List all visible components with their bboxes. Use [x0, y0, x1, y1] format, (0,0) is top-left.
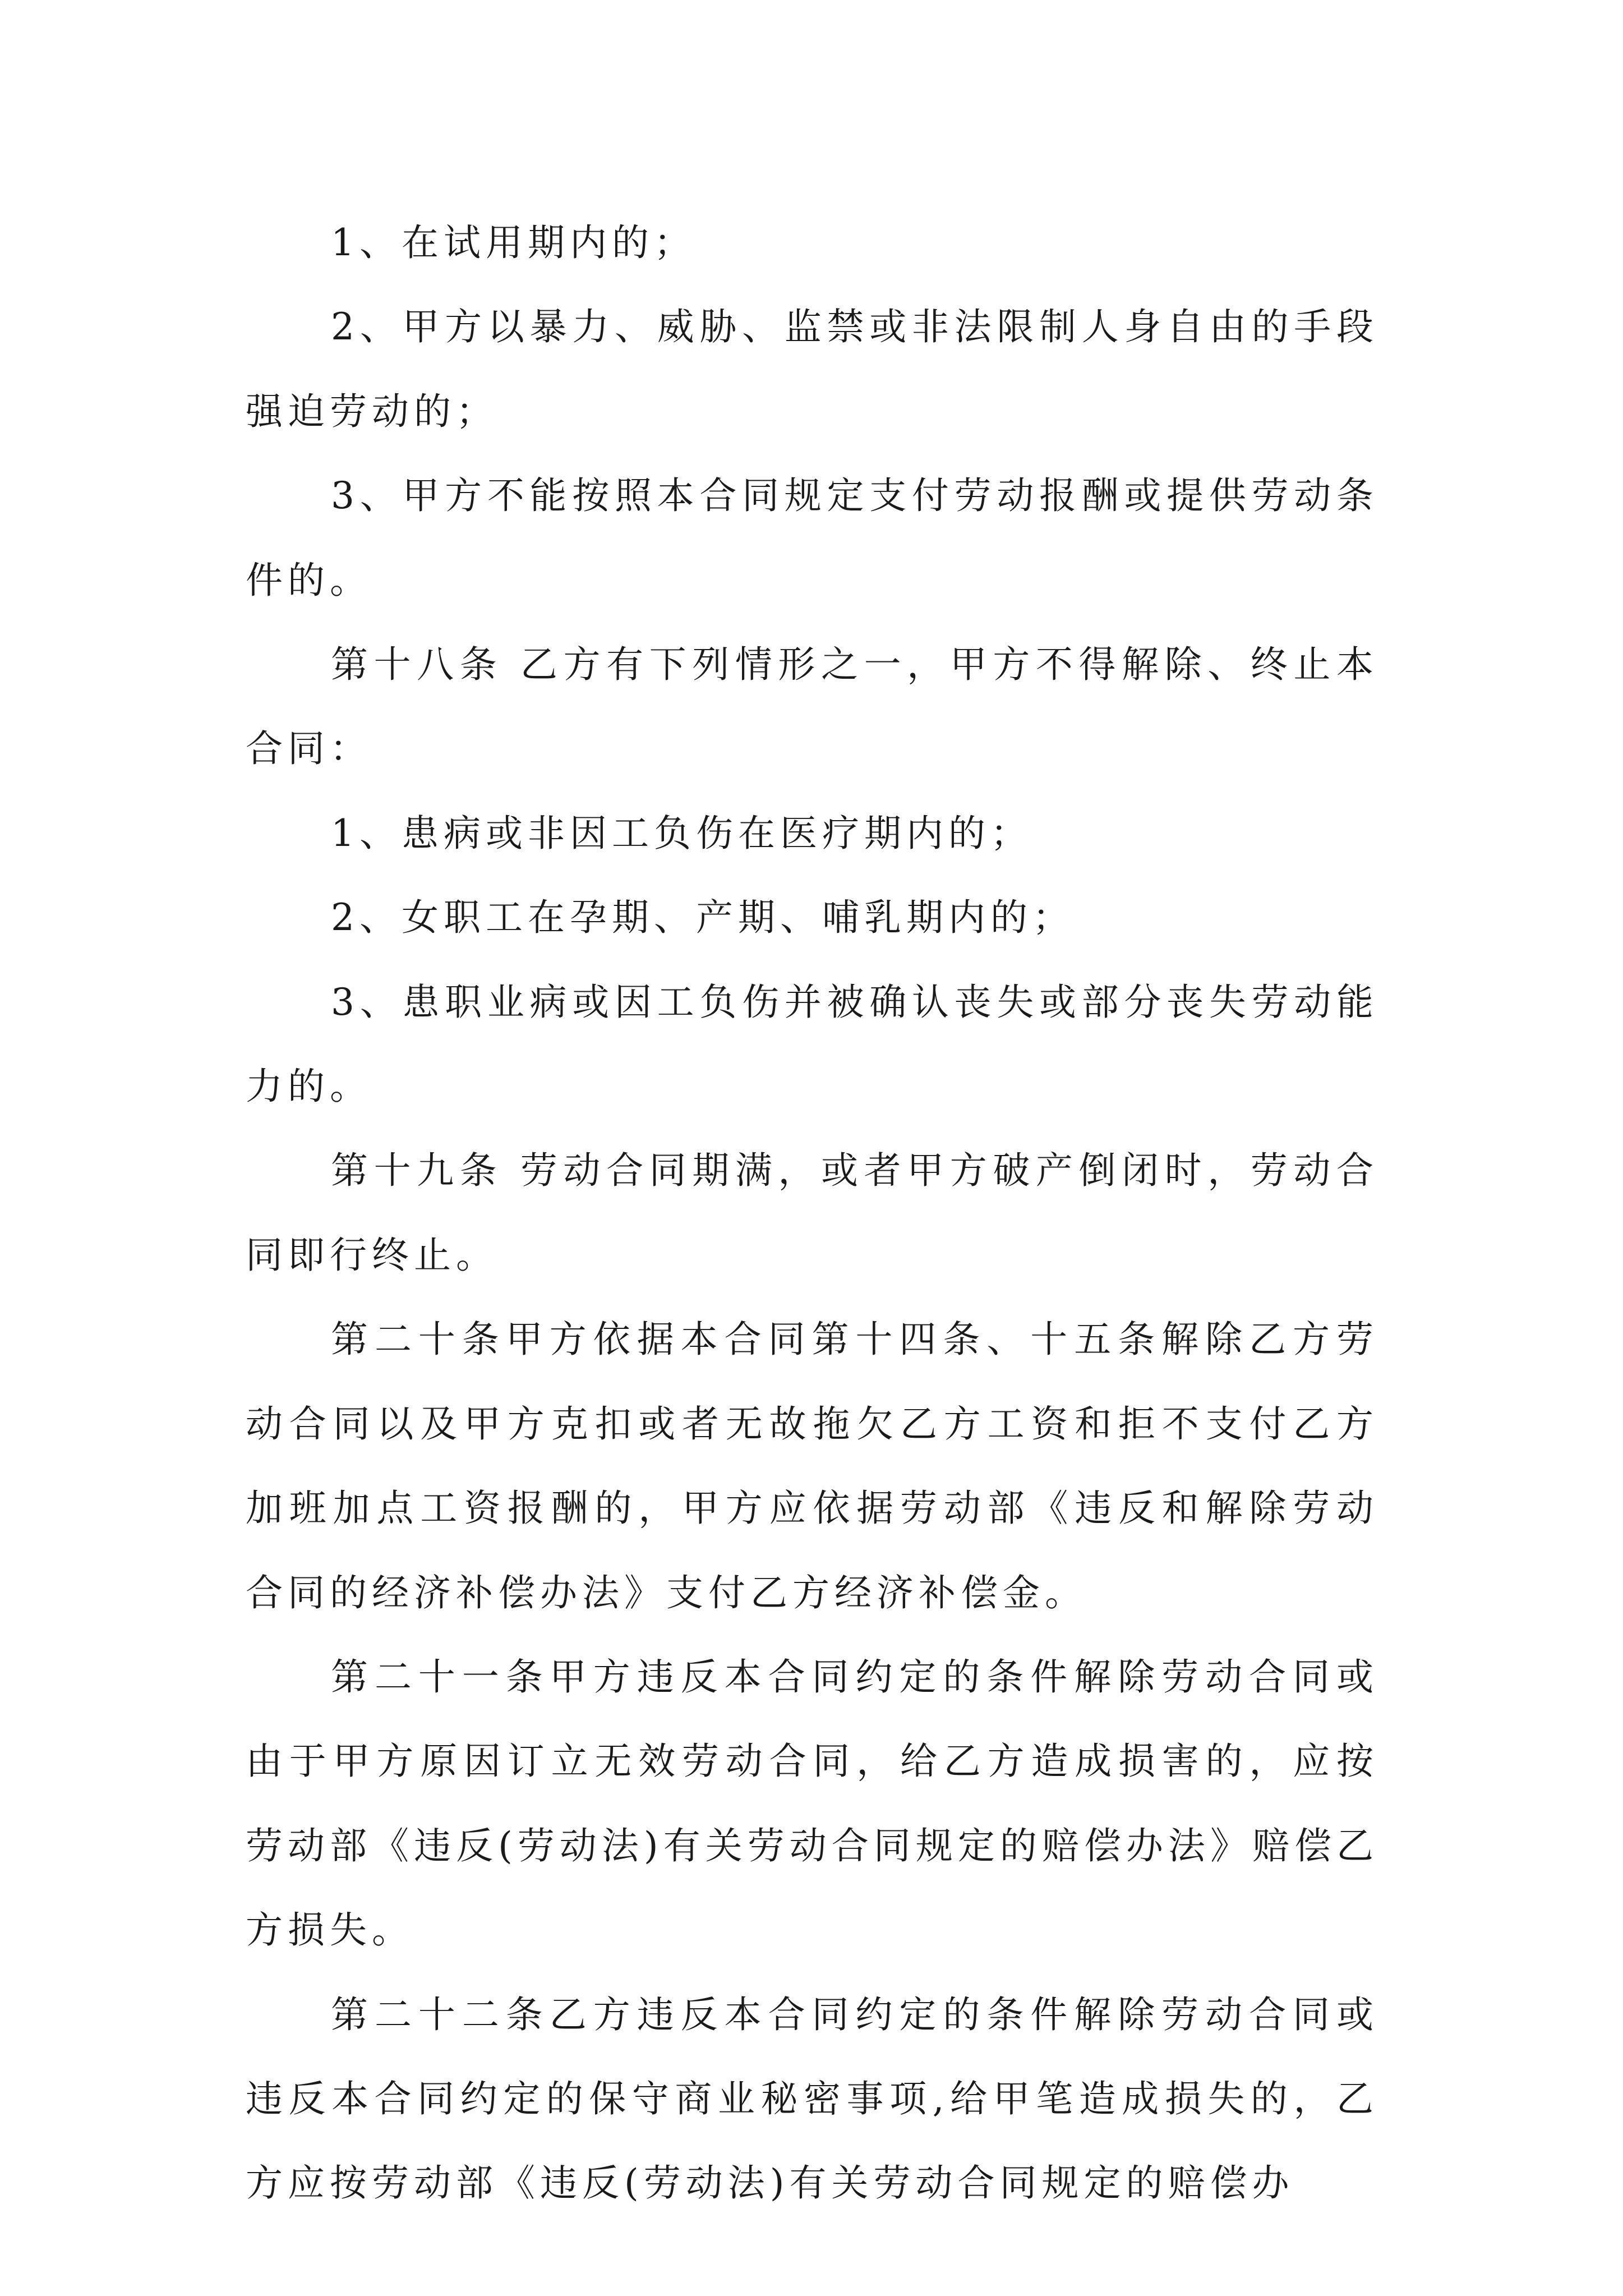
paragraph-item-3b: 3、患职业病或因工负伤并被确认丧失或部分丧失劳动能力的。: [246, 980, 1378, 1108]
article-22: 第二十二条乙方违反本合同约定的条件解除劳动合同或违反本合同约定的保守商业秘密事项,给甲笔造成损失的，乙方应按劳动部《违反(劳动法)有关劳动合同规定的赔偿办: [246, 1993, 1378, 2205]
article-18: 第十八条 乙方有下列情形之一，甲方不得解除、终止本合同：: [246, 643, 1378, 771]
paragraph-item-1b: 1、患病或非因工负伤在医疗期内的；: [331, 811, 1032, 855]
article-20: 第二十条甲方依据本合同第十四条、十五条解除乙方劳动合同以及甲方克扣或者无故拖欠乙方工资和拒不支付乙方加班加点工资报酬的，甲方应依据劳动部《违反和解除劳动合同的经济补偿办法》支付乙方经济补偿金。: [246, 1318, 1378, 1614]
paragraph-item-2: 2、甲方以暴力、威胁、监禁或非法限制人身自由的手段强迫劳动的；: [246, 305, 1378, 433]
article-19: 第十九条 劳动合同期满，或者甲方破产倒闭时，劳动合同即行终止。: [246, 1149, 1378, 1277]
paragraph-item-2b: 2、女职工在孕期、产期、哺乳期内的；: [331, 896, 1075, 940]
paragraph-item-1: 1、在试用期内的；: [331, 221, 696, 264]
document-body: [246, 201, 1378, 2226]
paragraph-item-3: 3、甲方不能按照本合同规定支付劳动报酬或提供劳动条件的。: [246, 474, 1378, 602]
article-21: 第二十一条甲方违反本合同约定的条件解除劳动合同或由于甲方原因订立无效劳动合同，给乙方造成损害的，应按劳动部《违反(劳动法)有关劳动合同规定的赔偿办法》赔偿乙方损失。: [246, 1655, 1378, 1952]
